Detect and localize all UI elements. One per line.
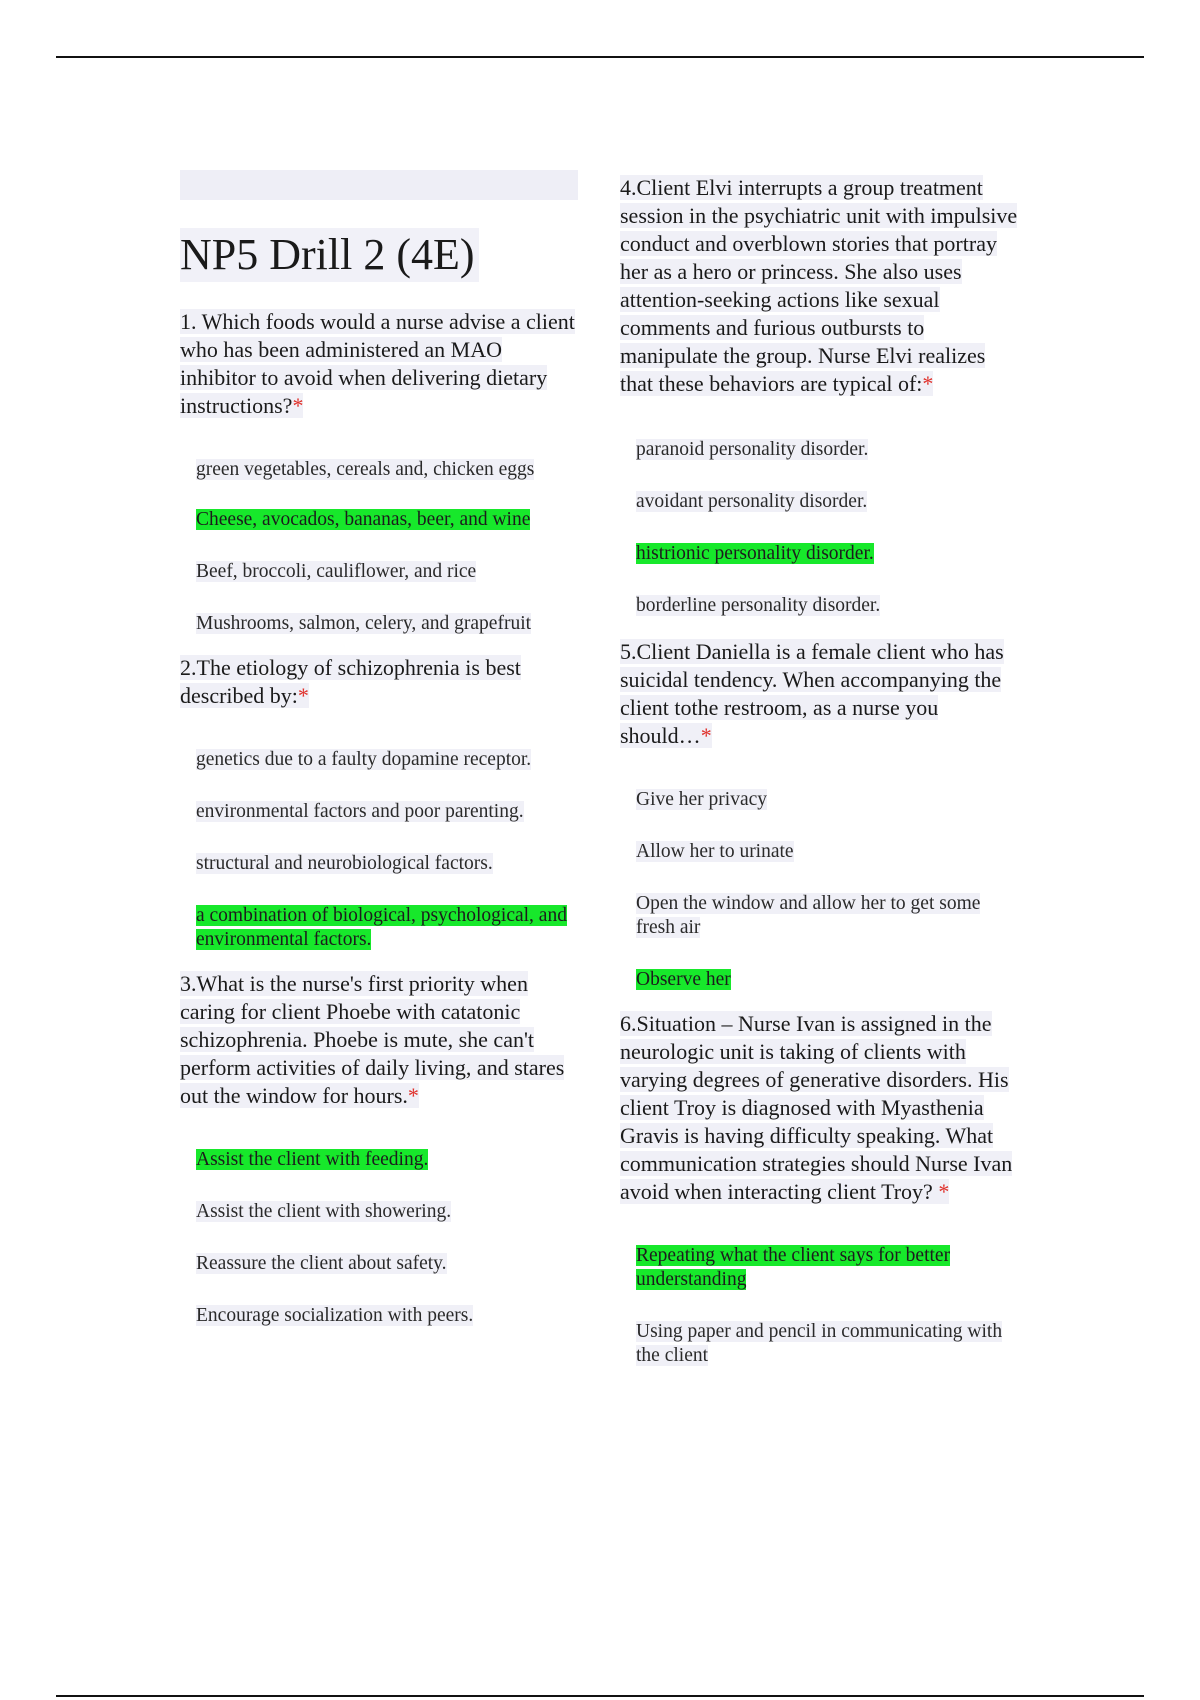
required-marker: *	[938, 1179, 950, 1204]
option[interactable]: Assist the client with showering.	[196, 1201, 452, 1222]
option[interactable]: environmental factors and poor parenting.	[196, 801, 524, 822]
option[interactable]: avoidant personality disorder.	[636, 491, 868, 512]
option-correct[interactable]: Observe her	[636, 969, 731, 990]
option[interactable]: green vegetables, cereals and, chicken eggs	[196, 459, 535, 480]
option[interactable]: Open the window and allow her to get some fresh air	[636, 893, 981, 938]
question-4	[620, 174, 1020, 618]
option-correct[interactable]: Repeating what the client says for better understanding	[636, 1245, 951, 1290]
page-title: NP5 Drill 2 (4E)	[180, 228, 479, 282]
required-marker: *	[700, 723, 712, 748]
bottom-rule	[56, 1695, 1144, 1697]
question-3	[180, 970, 578, 1328]
question-1	[180, 308, 578, 636]
required-marker: *	[297, 683, 309, 708]
right-column	[620, 174, 1020, 1396]
option[interactable]: Encourage socialization with peers.	[196, 1305, 474, 1326]
option-correct[interactable]: a combination of biological, psychological, and environmental factors.	[196, 905, 567, 950]
options-list	[636, 788, 1020, 992]
option[interactable]: Mushrooms, salmon, celery, and grapefruit	[196, 613, 532, 634]
question-text: 6.Situation – Nurse Ivan is assigned in the neurologic unit is taking of clients with varying degrees of generative disorders. His client Troy is diagnosed with Myasthenia Gravis is having difficulty speaking. What communication strategies should Nurse Ivan avoid when interacting client Troy? *	[620, 1011, 1013, 1204]
question-text: 3.What is the nurse's first priority when caring for client Phoebe with catatonic schizophrenia. Phoebe is mute, she can't perform activities of daily living, and stares out the window for hours.*	[180, 971, 565, 1108]
header-bar	[180, 170, 578, 200]
option[interactable]: Beef, broccoli, cauliflower, and rice	[196, 561, 477, 582]
options-list	[636, 438, 1020, 618]
option[interactable]: Give her privacy	[636, 789, 768, 810]
option[interactable]: paranoid personality disorder.	[636, 439, 869, 460]
options-list	[196, 458, 578, 636]
option[interactable]: genetics due to a faulty dopamine receptor.	[196, 749, 532, 770]
option-correct[interactable]: Assist the client with feeding.	[196, 1149, 429, 1170]
question-text: 1. Which foods would a nurse advise a client who has been administered an MAO inhibitor to avoid when delivering dietary instructions?*	[180, 309, 575, 418]
question-text: 4.Client Elvi interrupts a group treatment session in the psychiatric unit with impulsive conduct and overblown stories that portray her as a hero or princess. She also uses attention-seeking actions like sexual comments and furious outbursts to manipulate the group. Nurse Elvi realizes that these behaviors are typical of:*	[620, 175, 1018, 396]
option[interactable]: structural and neurobiological factors.	[196, 853, 493, 874]
option[interactable]: Allow her to urinate	[636, 841, 794, 862]
option[interactable]: borderline personality disorder.	[636, 595, 881, 616]
option[interactable]: Using paper and pencil in communicating with the client	[636, 1321, 1003, 1366]
required-marker: *	[292, 393, 304, 418]
question-text: 5.Client Daniella is a female client who has suicidal tendency. When accompanying the client tothe restroom, as a nurse you should…*	[620, 639, 1004, 748]
left-column	[180, 170, 578, 1356]
option[interactable]: Reassure the client about safety.	[196, 1253, 447, 1274]
question-2	[180, 654, 578, 952]
top-rule	[56, 56, 1144, 58]
options-list	[196, 748, 578, 952]
question-5	[620, 638, 1020, 992]
question-6	[620, 1010, 1020, 1368]
question-text: 2.The etiology of schizophrenia is best described by:*	[180, 655, 521, 708]
option-correct[interactable]: Cheese, avocados, bananas, beer, and wine	[196, 509, 531, 530]
option-correct[interactable]: histrionic personality disorder.	[636, 543, 874, 564]
options-list	[636, 1244, 1020, 1368]
required-marker: *	[407, 1083, 419, 1108]
options-list	[196, 1148, 578, 1328]
required-marker: *	[922, 371, 934, 396]
